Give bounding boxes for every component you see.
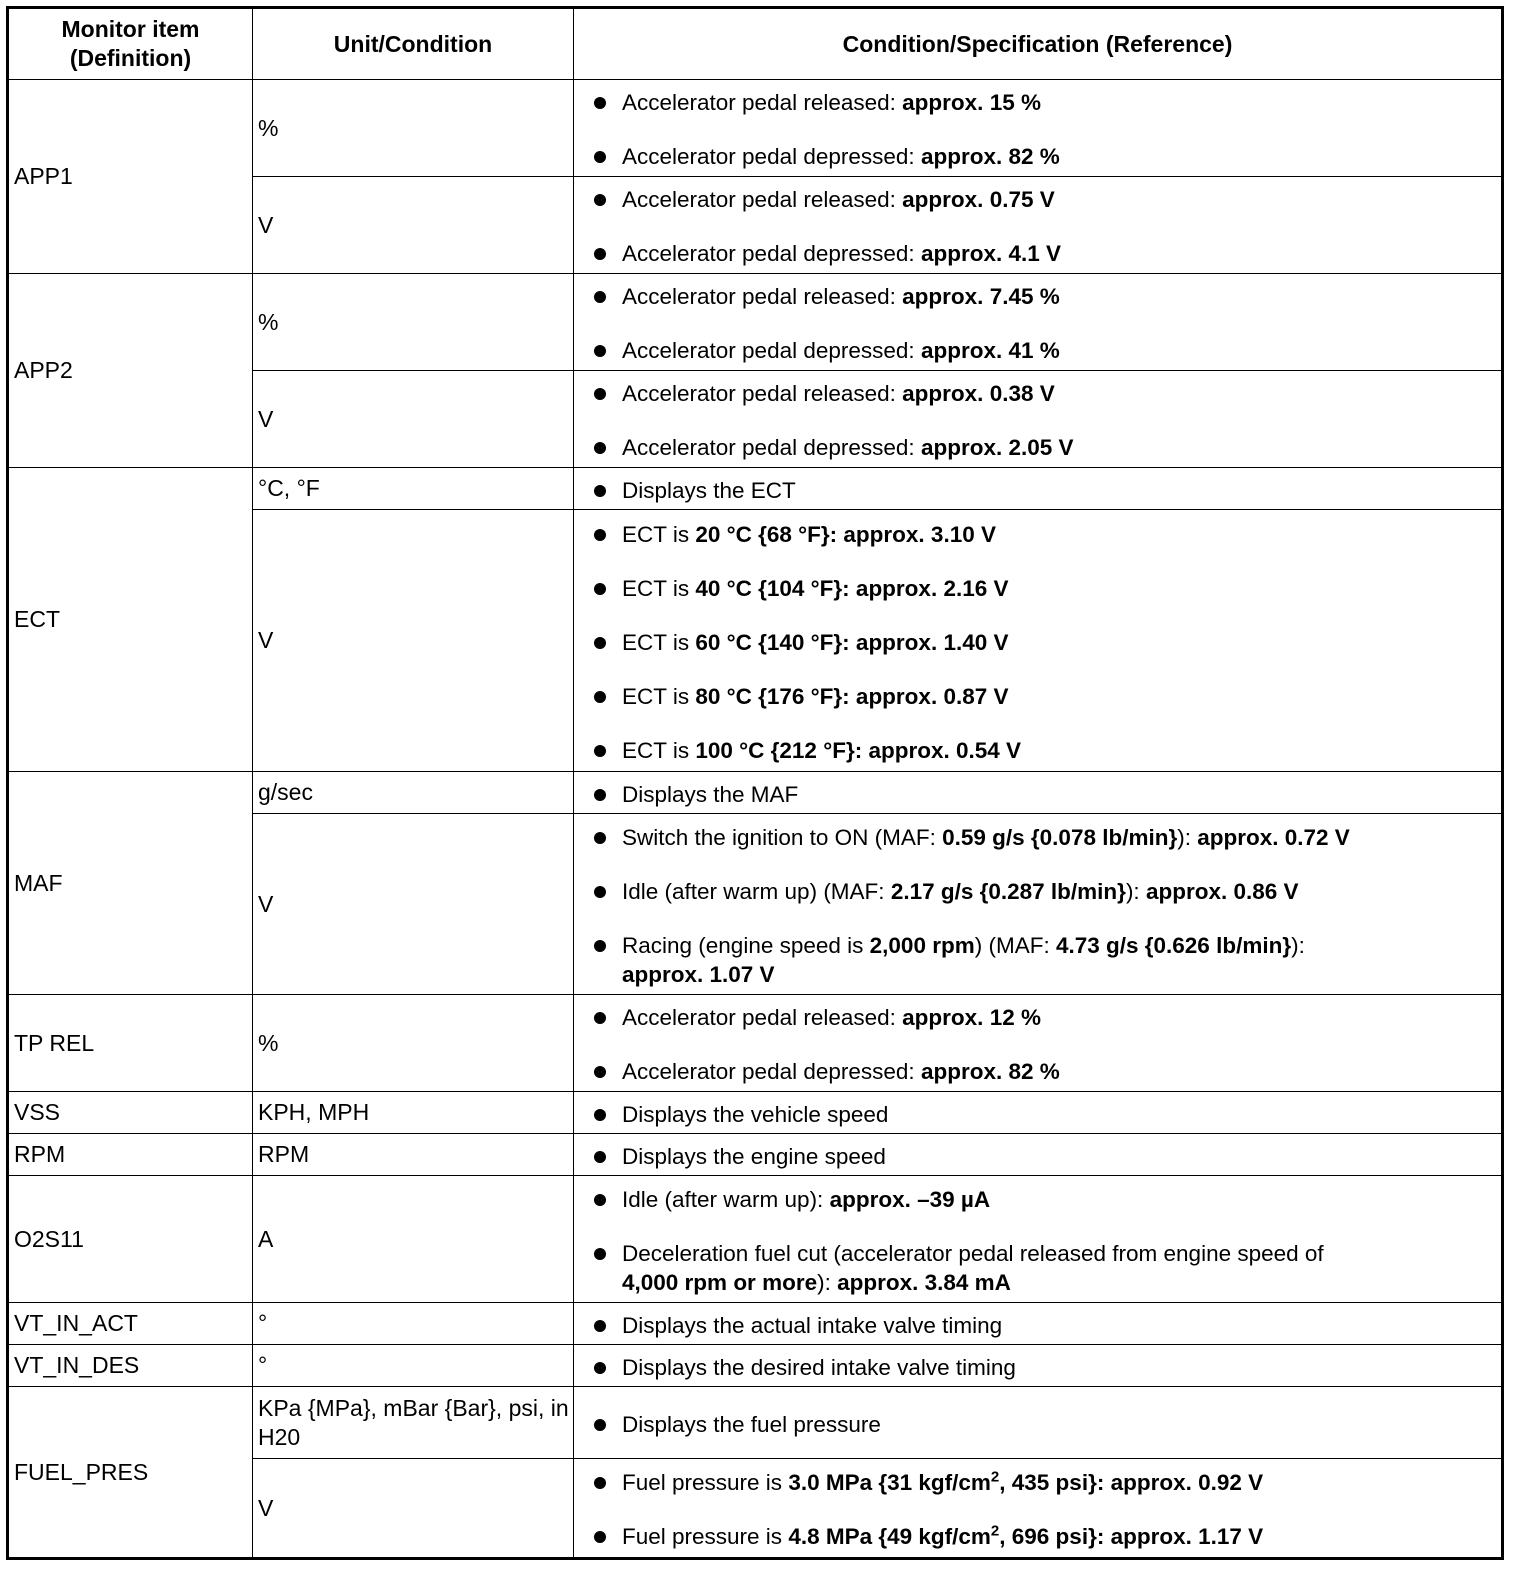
- spec-list-item: [622, 1311, 1493, 1340]
- monitor-item-cell: RPM: [8, 1134, 253, 1176]
- spec-text: Fuel pressure is: [622, 1524, 789, 1549]
- monitor-item-cell: FUEL_PRES: [8, 1387, 253, 1559]
- superscript-text: 2: [990, 1468, 1000, 1486]
- spec-text: Displays the vehicle speed: [622, 1101, 889, 1127]
- table-row: [8, 1176, 1503, 1303]
- spec-list-item: [622, 1522, 1493, 1551]
- spec-list: [622, 780, 1493, 809]
- spec-text: Idle (after warm up):: [622, 1186, 830, 1212]
- spec-list-item: [622, 520, 1493, 549]
- spec-list: [622, 1100, 1493, 1129]
- monitor-item-cell: VT_IN_DES: [8, 1345, 253, 1387]
- monitor-item-cell: APP2: [8, 274, 253, 468]
- spec-list-item: [622, 1003, 1493, 1032]
- unit-condition-cell: KPH, MPH: [253, 1092, 574, 1134]
- spec-list-item: [622, 1410, 1493, 1439]
- spec-text: Fuel pressure is: [622, 1470, 789, 1495]
- spec-cell: [574, 1387, 1503, 1459]
- spec-text: Accelerator pedal depressed:: [622, 144, 921, 169]
- spec-list-item: [622, 1239, 1493, 1297]
- unit-condition-cell: °C, °F: [253, 468, 574, 510]
- monitor-item-cell: VT_IN_ACT: [8, 1303, 253, 1345]
- spec-list-item: [622, 1353, 1493, 1382]
- spec-text: ):: [1177, 824, 1198, 850]
- spec-list: [622, 1410, 1493, 1439]
- spec-list: [622, 1468, 1493, 1551]
- spec-value-text: 40 °C {104 °F}: approx. 2.16 V: [695, 575, 1009, 601]
- table-row: [8, 995, 1503, 1092]
- spec-list: [622, 520, 1493, 765]
- table-row: [8, 1134, 1503, 1176]
- spec-cell: [574, 1092, 1503, 1134]
- unit-condition-cell: V: [253, 510, 574, 772]
- spec-value-text: 20 °C {68 °F}: approx. 3.10 V: [695, 521, 996, 547]
- monitor-item-cell: MAF: [8, 772, 253, 995]
- unit-condition-cell: V: [253, 371, 574, 468]
- unit-condition-cell: V: [253, 1459, 574, 1559]
- spec-text: Racing (engine speed is: [622, 932, 870, 958]
- spec-value-text: approx. 1.07 V: [622, 961, 775, 987]
- spec-text: Accelerator pedal depressed:: [622, 435, 921, 460]
- spec-text: Displays the fuel pressure: [622, 1411, 881, 1437]
- spec-list: [622, 1185, 1493, 1297]
- spec-value-text: approx. 41 %: [920, 338, 1060, 363]
- spec-cell: [574, 274, 1503, 371]
- spec-cell: [574, 177, 1503, 274]
- unit-condition-cell: KPa {MPa}, mBar {Bar}, psi, in H20: [253, 1387, 574, 1459]
- spec-text: Idle (after warm up) (MAF:: [622, 878, 891, 904]
- spec-text: Accelerator pedal released:: [622, 381, 903, 406]
- spec-text: Deceleration fuel cut (accelerator pedal released from engine speed of: [622, 1240, 1324, 1266]
- spec-text: Accelerator pedal released:: [622, 1005, 903, 1030]
- table-row: [8, 1387, 1503, 1459]
- spec-text: Accelerator pedal released:: [622, 284, 903, 309]
- spec-value-text: approx. 12 %: [902, 1005, 1041, 1030]
- spec-list-item: [622, 476, 1493, 505]
- spec-cell: [574, 772, 1503, 814]
- monitor-item-cell: APP1: [8, 80, 253, 274]
- spec-list: [622, 476, 1493, 505]
- table-body: [8, 80, 1503, 1559]
- spec-text: ECT is: [622, 683, 696, 709]
- unit-condition-cell: A: [253, 1176, 574, 1303]
- spec-list: [622, 379, 1493, 462]
- spec-value-text: approx. 4.1 V: [920, 241, 1061, 266]
- monitor-item-cell: TP REL: [8, 995, 253, 1092]
- spec-value-text: , 696 psi}: approx. 1.17 V: [999, 1524, 1264, 1549]
- spec-value-text: 4,000 rpm or more: [622, 1269, 818, 1295]
- table-row: [8, 1345, 1503, 1387]
- table-row: [8, 1092, 1503, 1134]
- spec-text: Accelerator pedal released:: [622, 90, 903, 115]
- spec-list: [622, 88, 1493, 171]
- spec-text: Displays the desired intake valve timing: [622, 1354, 1016, 1380]
- spec-text: Accelerator pedal depressed:: [622, 241, 921, 266]
- table-row: [8, 1303, 1503, 1345]
- spec-cell: [574, 1303, 1503, 1345]
- spec-text: ):: [1291, 932, 1305, 958]
- monitor-item-cell: VSS: [8, 1092, 253, 1134]
- spec-value-text: 0.59 g/s {0.078 lb/min}: [942, 824, 1178, 850]
- unit-condition-cell: °: [253, 1303, 574, 1345]
- spec-list: [622, 823, 1493, 989]
- spec-value-text: approx. 82 %: [920, 1059, 1060, 1084]
- header-unit-condition: Unit/Condition: [253, 8, 574, 80]
- spec-list-item: [622, 239, 1493, 268]
- spec-value-text: 100 °C {212 °F}: approx. 0.54 V: [695, 737, 1022, 763]
- spec-list-item: [622, 1100, 1493, 1129]
- spec-value-text: 4.73 g/s {0.626 lb/min}: [1055, 932, 1292, 958]
- spec-list-item: [622, 336, 1493, 365]
- spec-value-text: approx. 0.86 V: [1145, 878, 1299, 904]
- spec-list-item: [622, 736, 1493, 765]
- spec-value-text: approx. 82 %: [920, 144, 1060, 169]
- spec-cell: [574, 371, 1503, 468]
- unit-condition-cell: RPM: [253, 1134, 574, 1176]
- spec-cell: [574, 1459, 1503, 1559]
- spec-text: ):: [1125, 878, 1146, 904]
- spec-cell: [574, 1176, 1503, 1303]
- spec-text: Accelerator pedal released:: [622, 187, 903, 212]
- spec-value-text: approx. 0.38 V: [902, 381, 1055, 406]
- spec-list-item: [622, 379, 1493, 408]
- unit-condition-cell: %: [253, 995, 574, 1092]
- superscript-text: 2: [990, 1522, 1000, 1540]
- spec-list-item: [622, 1057, 1493, 1086]
- header-spec-reference: Condition/Specification (Reference): [574, 8, 1503, 80]
- spec-value-text: approx. 0.72 V: [1197, 824, 1350, 850]
- unit-condition-cell: g/sec: [253, 772, 574, 814]
- spec-list: [622, 1353, 1493, 1382]
- spec-list-item: [622, 282, 1493, 311]
- spec-text: ECT is: [622, 629, 696, 655]
- spec-list-item: [622, 433, 1493, 462]
- spec-cell: [574, 468, 1503, 510]
- spec-cell: [574, 1345, 1503, 1387]
- header-row: [8, 8, 1503, 80]
- spec-text: ) (MAF:: [974, 932, 1056, 958]
- monitor-item-cell: O2S11: [8, 1176, 253, 1303]
- spec-text: Displays the MAF: [622, 781, 799, 807]
- spec-list-item: [622, 574, 1493, 603]
- spec-value-text: 3.0 MPa {31 kgf/cm: [788, 1470, 991, 1495]
- spec-list-item: [622, 823, 1493, 852]
- spec-list-item: [622, 682, 1493, 711]
- spec-text: Displays the ECT: [622, 477, 796, 503]
- spec-text: Displays the actual intake valve timing: [622, 1312, 1003, 1338]
- spec-cell: [574, 814, 1503, 995]
- spec-text: ECT is: [622, 575, 696, 601]
- spec-list-item: [622, 780, 1493, 809]
- spec-list-item: [622, 877, 1493, 906]
- spec-value-text: approx. 15 %: [902, 90, 1041, 115]
- spec-value-text: approx. 0.75 V: [902, 187, 1055, 212]
- header-monitor-item: [8, 8, 253, 80]
- spec-text: ECT is: [622, 521, 696, 547]
- unit-condition-cell: %: [253, 274, 574, 371]
- header-monitor-item-line2: (Definition): [69, 45, 192, 71]
- spec-list-item: [622, 628, 1493, 657]
- spec-value-text: approx. 7.45 %: [902, 284, 1060, 309]
- spec-list-item: [622, 185, 1493, 214]
- spec-cell: [574, 510, 1503, 772]
- spec-value-text: 80 °C {176 °F}: approx. 0.87 V: [695, 683, 1009, 709]
- spec-value-text: approx. –39 µA: [829, 1186, 991, 1212]
- spec-list-item: [622, 931, 1493, 989]
- header-monitor-item-line1: Monitor item: [61, 16, 200, 42]
- spec-value-text: 60 °C {140 °F}: approx. 1.40 V: [695, 629, 1009, 655]
- spec-list: [622, 1311, 1493, 1340]
- spec-cell: [574, 1134, 1503, 1176]
- spec-text: Switch the ignition to ON (MAF:: [622, 824, 943, 850]
- spec-list: [622, 282, 1493, 365]
- unit-condition-cell: V: [253, 177, 574, 274]
- spec-list: [622, 185, 1493, 268]
- table-row: [8, 274, 1503, 371]
- spec-value-text: approx. 2.05 V: [920, 435, 1074, 460]
- spec-text: ):: [817, 1269, 838, 1295]
- spec-value-text: 2.17 g/s {0.287 lb/min}: [890, 878, 1126, 904]
- spec-list-item: [622, 1142, 1493, 1171]
- spec-text: Accelerator pedal depressed:: [622, 1059, 921, 1084]
- spec-cell: [574, 995, 1503, 1092]
- spec-value-text: approx. 3.84 mA: [837, 1269, 1011, 1295]
- spec-list-item: [622, 88, 1493, 117]
- unit-condition-cell: °: [253, 1345, 574, 1387]
- spec-list-item: [622, 1468, 1493, 1497]
- table-row: [8, 772, 1503, 814]
- spec-text: Accelerator pedal depressed:: [622, 338, 921, 363]
- table-row: [8, 468, 1503, 510]
- spec-list-item: [622, 142, 1493, 171]
- unit-condition-cell: V: [253, 814, 574, 995]
- spec-value-text: 4.8 MPa {49 kgf/cm: [788, 1524, 991, 1549]
- spec-value-text: 2,000 rpm: [869, 932, 975, 958]
- spec-value-text: , 435 psi}: approx. 0.92 V: [999, 1470, 1264, 1495]
- spec-list: [622, 1142, 1493, 1171]
- unit-condition-cell: %: [253, 80, 574, 177]
- spec-list-item: [622, 1185, 1493, 1214]
- spec-list: [622, 1003, 1493, 1086]
- monitor-item-cell: ECT: [8, 468, 253, 772]
- spec-text: Displays the engine speed: [622, 1143, 886, 1169]
- table-row: [8, 80, 1503, 177]
- spec-cell: [574, 80, 1503, 177]
- monitor-spec-table: [6, 6, 1504, 1560]
- spec-text: ECT is: [622, 737, 696, 763]
